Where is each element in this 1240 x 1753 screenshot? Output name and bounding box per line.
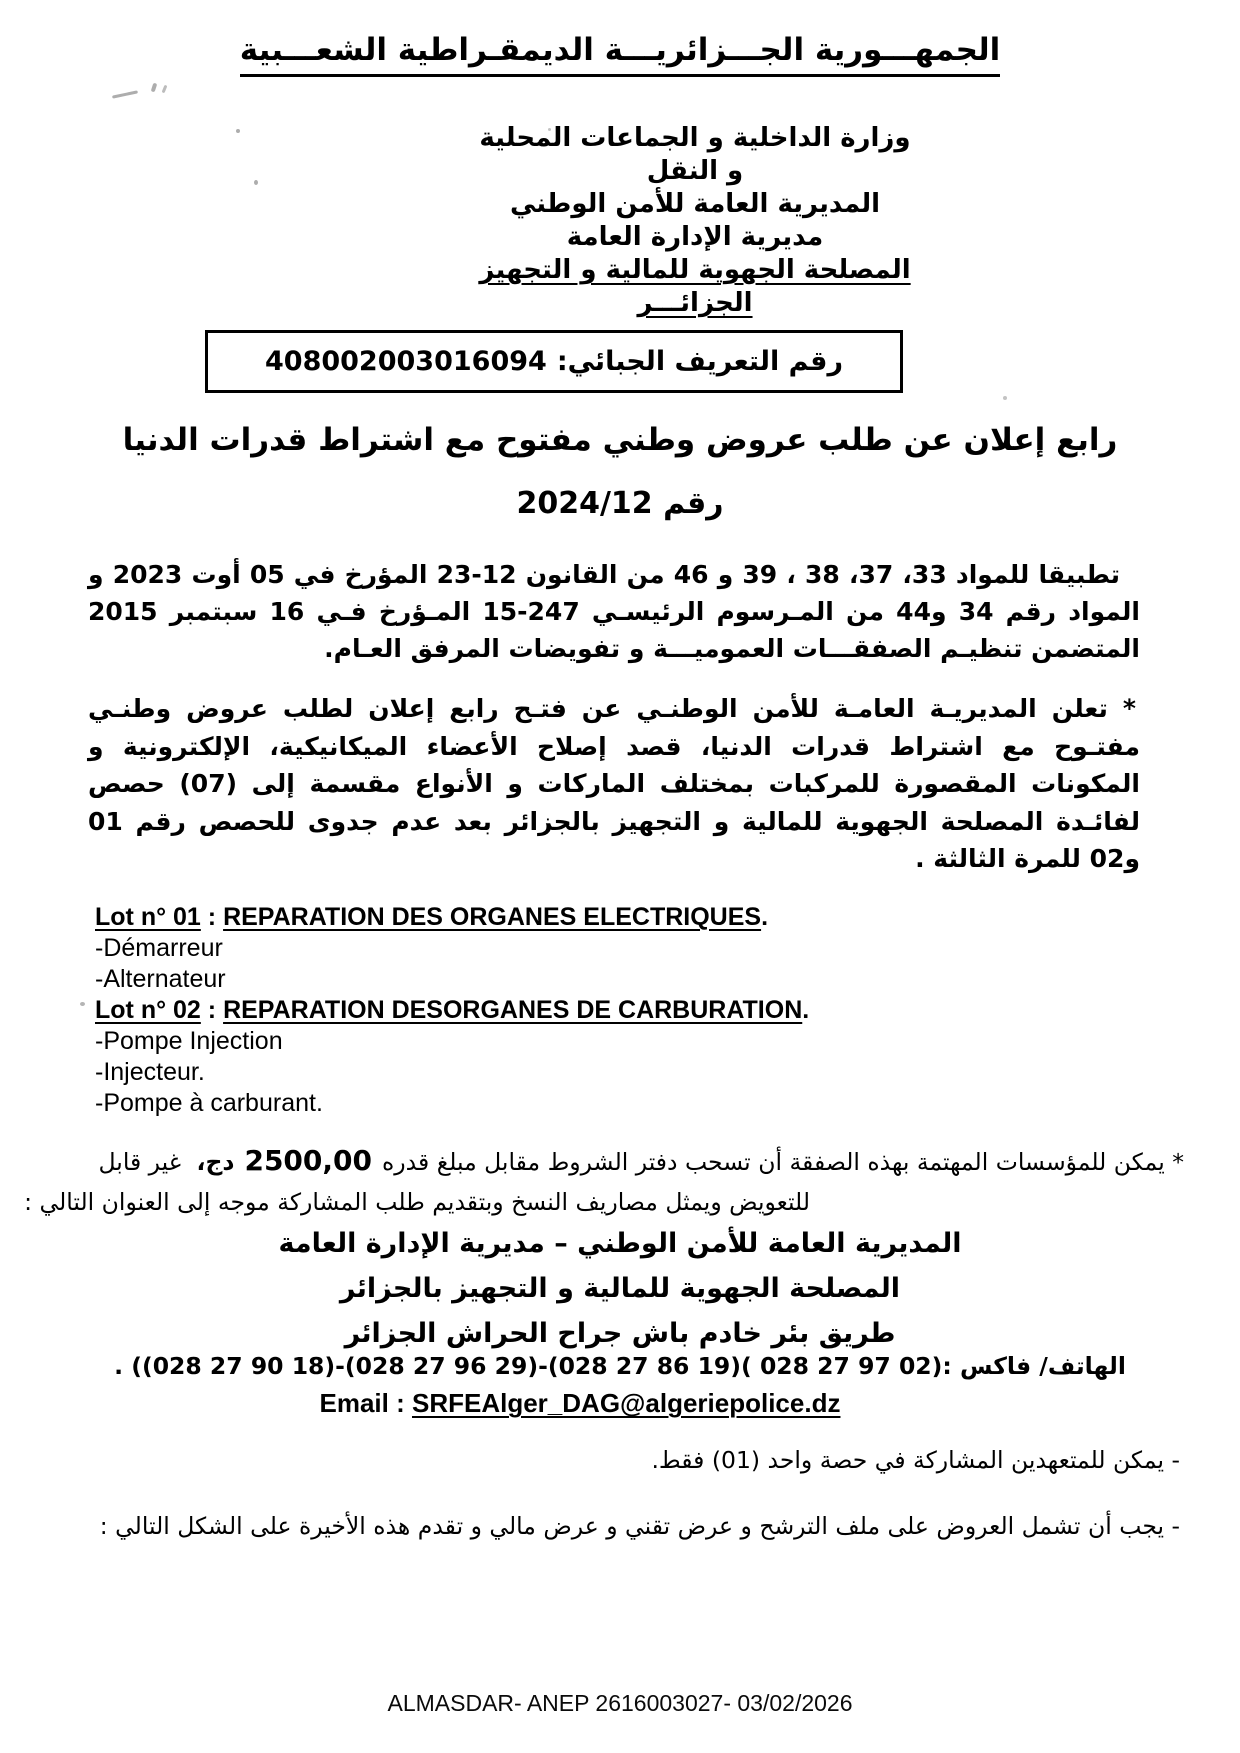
scan-artifact (80, 1002, 85, 1006)
scan-artifact (1003, 396, 1007, 400)
tax-id-label: رقم التعريف الجبائي: (556, 346, 844, 377)
lot-2-heading (95, 995, 1015, 1026)
issuing-organization-block (270, 122, 1120, 320)
scan-artifact (112, 90, 138, 98)
org-city-line: الجزائـــر (637, 288, 753, 318)
lot-1-item: -Alternateur (95, 965, 226, 993)
withdraw-currency: دج، (196, 1148, 235, 1176)
email-address: SRFEAlger_DAG@algeriepolice.dz (412, 1388, 841, 1418)
scan-artifact (254, 180, 258, 185)
announcement-title: رابع إعلان عن طلب عروض وطني مفتوح مع اشتراط قدرات الدنيا (122, 422, 1118, 458)
lot-2-item: -Injecteur. (95, 1058, 205, 1086)
lots-section (95, 902, 1015, 1119)
address-street-line: طريق بئر خادم باش جراح الحراش الجزائر (344, 1318, 896, 1349)
address-directorate-line: المديرية العامة للأمن الوطني – مديرية الإدارة العامة (278, 1228, 962, 1259)
lot-1-label: Lot n° 01 (95, 903, 201, 931)
lot-2-terminator: . (802, 996, 810, 1024)
republic-title-text: الجمهـــورية الجـــزائريـــة الديمقـراطية الشعـــبية (240, 32, 1000, 77)
withdraw-conditions-line2: للتعويض ويمثل مصاريف النسخ وبتقديم طلب المشاركة موجه إلى العنوان التالي : (24, 1188, 810, 1216)
scan-artifact (162, 85, 168, 94)
org-directorate-line: المديرية العامة للأمن الوطني (509, 189, 881, 219)
lot-1-item: -Démarreur (95, 934, 223, 962)
tax-id-box (205, 330, 903, 393)
withdraw-text-pre: * يمكن للمؤسسات المهتمة بهذه الصفقة أن تسحب دفتر الشروط مقابل مبلغ قدره (382, 1148, 1184, 1176)
email-label: Email : (319, 1388, 412, 1418)
lot-1-heading (95, 902, 1015, 933)
offers-content-note: - يجب أن تشمل العروض على ملف الترشح و عرض تقني و عرض مالي و تقدم هذه الأخيرة على الشكل التالي : (99, 1512, 1180, 1540)
lot-2-separator: : (200, 996, 224, 1024)
announcement-body-paragraph: * تعلن المديريـة العامـة للأمن الوطنـي عن فتـح رابع إعلان لطلب عروض وطنـي مفتـوح مع اشتراط قدرات الدنيا، قصد إصلاح الأعضاء الميكانيكية، الإلكترونية و المكونات المقصورة للمركبات بمختلف الماركات و الأنواع مقسمة إلى (07) حصص لفائـدة المصلحة الجهوية للمالية و التجهيز بالجزائر بعد عدم جدوى للحصص رقم 01 و02 للمرة الثالثة . (88, 694, 1140, 873)
anep-footer: ALMASDAR- ANEP 2616003027- 03/02/2026 (387, 1690, 853, 1716)
lot-1-name: REPARATION DES ORGANES ELECTRIQUES (223, 903, 762, 931)
lot-2-item: -Pompe Injection (95, 1027, 283, 1055)
announcement-number: رقم 2024/12 (516, 486, 724, 521)
address-service-line: المصلحة الجهوية للمالية و التجهيز بالجزائر (339, 1273, 901, 1304)
lot-1-separator: : (200, 903, 224, 931)
withdraw-conditions-line1 (98, 1144, 1184, 1177)
tax-id-value: 408002003016094 (265, 346, 547, 377)
withdraw-amount: 2500,00 (244, 1144, 372, 1177)
org-ministry-line: وزارة الداخلية و الجماعات المحلية (479, 123, 911, 153)
phone-fax-line: . ((028 27 90 18)-(028 27 96 29)-(028 27 86 19)( 028 27 97 02): الهاتف/ فاكس (114, 1352, 1126, 1380)
lot-1-terminator: . (761, 903, 769, 931)
lot-2-item: -Pompe à carburant. (95, 1089, 323, 1117)
org-admin-directorate-line: مديرية الإدارة العامة (566, 222, 824, 252)
withdraw-text-post: غير قابل (98, 1148, 182, 1176)
lot-2-label: Lot n° 02 (95, 996, 201, 1024)
org-regional-service-line: المصلحة الجهوية للمالية و التجهيز (479, 255, 911, 285)
lot-2-name: REPARATION DESORGANES DE CARBURATION (223, 996, 803, 1024)
org-ministry-line2: و النقل (646, 156, 744, 186)
participation-note: - يمكن للمتعهدين المشاركة في حصة واحد (01) فقط. (651, 1446, 1180, 1474)
republic-title (0, 32, 1240, 68)
scan-artifact (151, 83, 158, 93)
email-line (0, 1388, 1200, 1419)
scan-artifact (236, 129, 240, 133)
legal-references-paragraph: تطبيقا للمواد 33، 37، 38 ، 39 و 46 من القانون 12-23 المؤرخ في 05 أوت 2023 و المواد رقم 34 و44 من المـرسوم الرئيسـي 247-15 المـؤرخ فـي 16 سبتمبر 2015 المتضمن تنظيـم الصفقـــات العموميـــة و تفويضات المرفق العـام. (88, 560, 1140, 663)
